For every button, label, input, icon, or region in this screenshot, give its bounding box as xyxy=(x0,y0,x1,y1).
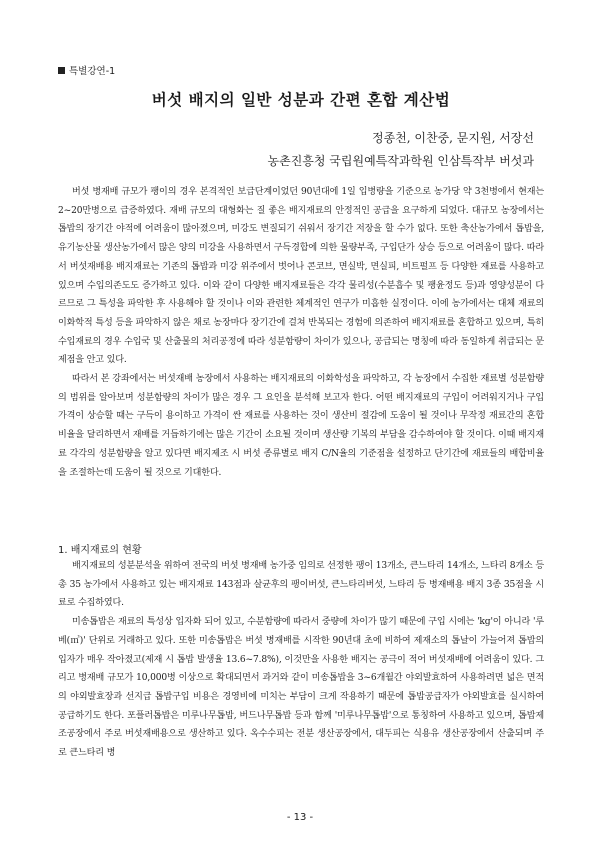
document-title: 버섯 배지의 일반 성분과 간편 혼합 계산법 xyxy=(151,90,451,109)
affiliation: 농촌진흥청 국립원예특작과학원 인삼특작부 버섯과 xyxy=(267,154,534,168)
series-label xyxy=(58,63,115,77)
intro-paragraph: 따라서 본 강좌에서는 버섯재배 농장에서 사용하는 배지재료의 이화학성을 파악하고, 각 농장에서 수집한 재료별 성분함량의 범위를 알아보며 성분함량의 차이가 많은 경우 그 요인을 분석해 보고자 한다. 어떤 배지재료의 구입이 어려워지거나 구입가격이 상승할 때는 구득이 용이하고 가격이 싼 재료를 사용하는 것이 생산비 절감에 도움이 될 것이나 무작정 재료간의 혼합비율을 달리하면서 재배를 거듭하기에는 많은 기간이 소요될 것이며 생산량 기복의 부담을 감수하여야 할 것이다. 이때 배지재료 각각의 성분함량을 알고 있다면 배지제조 시 버섯 종류별로 배지 C/N율의 기준점을 설정하고 단기간에 재료들의 배합비율을 조절하는데 도움이 될 것으로 기대한다. xyxy=(58,374,544,478)
author-list: 정종천, 이찬중, 문지원, 서장선 xyxy=(372,131,534,145)
intro-section xyxy=(58,183,544,482)
section-body xyxy=(58,557,544,763)
page-number: - 13 - xyxy=(286,812,314,823)
section-heading: 1. 배지재료의 현황 xyxy=(58,545,142,556)
square-bullet-icon xyxy=(58,67,65,74)
section-paragraph: 배지재료의 성분분석을 위하여 전국의 버섯 병재배 농가중 임의로 선정한 팽이 13개소, 큰느타리 14개소, 느타리 8개소 등 총 35 농가에서 사용하고 있는 배지재료 143점과 살균후의 팽이버섯, 큰느타리버섯, 느타리 등 병재배용 배지 3종 35점을 시료로 수집하였다. xyxy=(58,561,544,609)
intro-paragraph: 버섯 병재배 규모가 팽이의 경우 본격적인 보급단계이었던 90년대에 1일 입병량을 기준으로 농가당 약 3천병에서 현재는 2~20만병으로 급증하였다. 재배 규모의 대형화는 질 좋은 배지재료의 안정적인 공급을 요구하게 되었다. 대규모 농장에서는 톱밥의 장기간 야적에 어려움이 많아졌으며, 미강도 변질되기 쉬워서 장기간 저장을 할 수가 없다. 또한 축산농가에서 톱밥을, 유기농산물 생산농가에서 많은 양의 미강을 사용하면서 구득경합에 의한 물량부족, 구입단가 상승 등으로 어려움이 많다. 따라서 버섯재배용 배지재료는 기존의 톱밥과 미강 위주에서 벗어나 콘코브, 면실박, 면실피, 비트펄프 등 다양한 재료를 사용하고 있으며 수입의존도도 증가하고 있다. 이와 같이 다양한 배지재료들은 각각 물리성(수분흡수 및 팽윤정도 등)과 영양성분이 다르므로 그 특성을 파악한 후 사용해야 할 것이나 이와 관련한 체계적인 연구가 미흡한 실정이다. 이에 농가에서는 대체 재료의 이화학적 특성 등을 파악하지 않은 채로 농장마다 장기간에 걸쳐 반복되는 경험에 의존하여 배지재료를 혼합하고 있으며, 특히 수입재료의 경우 수입국 및 산출물의 처리공정에 따라 성분함량이 차이가 있으나, 공급되는 명칭에 따라 동일하게 취급되는 문제점을 안고 있다. xyxy=(58,187,544,366)
series-label-text: 특별강연-1 xyxy=(69,66,116,77)
section-paragraph: 미송톱밥은 재료의 특성상 입자화 되어 있고, 수분함량에 따라서 중량에 차이가 많기 때문에 구입 시에는 'kg'이 아니라 '루베(㎥)' 단위로 거래하고 있다. 또한 미송톱밥은 버섯 병재배를 시작한 90년대 초에 비하여 제재소의 톱날이 가늘어져 톱밥의 입자가 매우 작아졌고(제재 시 톱밥 발생율 13.6~7.8%), 이것만을 사용한 배지는 공극이 적어 버섯재배에 어려움이 있다. 그리고 병재배 규모가 10,000병 이상으로 확대되면서 과거와 같이 미송톱밥을 3~6개월간 야외발효하여 사용하려면 넓은 면적의 야외발효장과 선지급 톱밥구입 비용은 경영비에 미치는 부담이 크게 작용하기 때문에 톱밥공급자가 야외발효를 실시하여 공급하기도 한다. 포플러톱밥은 미루나무톱밥, 버드나무톱밥 등과 함께 '미루나무톱밥'으로 통칭하여 사용하고 있으며, 톱밥제조공장에서 주로 버섯재배용으로 생산하고 있다. 옥수수피는 전분 생산공장에서, 대두피는 식용유 생산공장에서 산출되며 주로 큰느타리 병 xyxy=(58,617,544,759)
